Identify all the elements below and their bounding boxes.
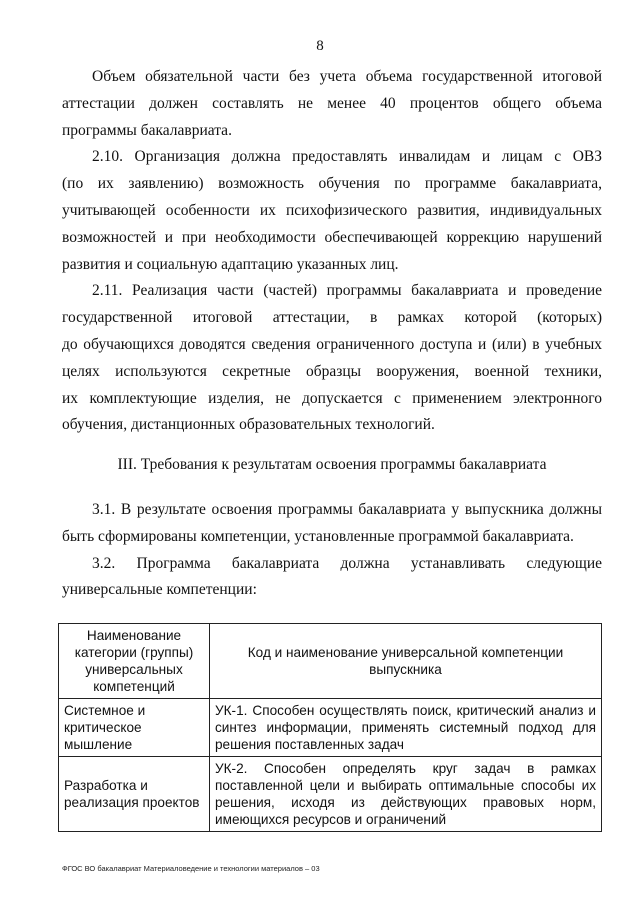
text-line: возможностей и при необходимости обеспечивающей коррекцию нарушений <box>62 228 602 246</box>
header-category: Наименование категории (группы) универсальных компетенций <box>59 624 210 699</box>
text-line: 3.1. В результате освоения программы бакалавриата у выпускника должны <box>92 501 602 518</box>
text-line: учитывающей особенности их психофизического развития, индивидуальных <box>62 201 602 219</box>
competency-cell: УК-2. Способен определять круг задач в рамках поставленной цели и выбирать оптимальные способы их решения, исходя из действующих правовых норм, имеющихся ресурсов и ограничений <box>210 757 602 832</box>
section-text <box>62 497 602 604</box>
competencies-table <box>58 623 602 832</box>
header-code: Код и наименование универсальной компетенции выпускника <box>210 624 602 699</box>
intro-text <box>62 64 602 439</box>
text-line: 3.2. Программа бакалавриата должна устанавливать следующие <box>92 554 602 572</box>
text-line: 2.11. Реализация части (частей) программы бакалавриата и проведение <box>92 282 602 300</box>
text-line: быть сформированы компетенции, установленные программой бакалавриата. <box>62 527 574 545</box>
table-header-row <box>59 624 602 699</box>
competency-cell: УК-1. Способен осуществлять поиск, критический анализ и синтез информации, применять системный подход для решения поставленных задач <box>210 699 602 757</box>
paragraph-3-1 <box>62 497 602 551</box>
text-line: программы бакалавриата. <box>62 121 232 139</box>
table-row <box>59 757 602 832</box>
text-line: Объем обязательной части без учета объема государственной итоговой <box>92 68 602 85</box>
paragraph-2-11 <box>62 278 602 439</box>
page-number: 8 <box>316 38 324 54</box>
paragraph-3-2 <box>62 551 602 605</box>
text-line: развития и социальную адаптацию указанных лиц. <box>62 255 399 273</box>
text-line: до обучающихся доводятся сведения ограниченного доступа и (или) в учебных <box>62 335 602 353</box>
table-row <box>59 699 602 757</box>
category-cell: Системное и критическое мышление <box>59 699 210 757</box>
category-cell: Разработка и реализация проектов <box>59 757 210 832</box>
text-line: их комплектующие изделия, не допускается с применением электронного <box>62 389 602 407</box>
text-line: целях используются секретные образцы вооружения, военной техники, <box>62 362 602 380</box>
text-line: (по их заявлению) возможность обучения по программе бакалавриата, <box>62 175 602 193</box>
text-line: обучения, дистанционных образовательных технологий. <box>62 416 435 434</box>
footer-note: ФГОС ВО бакалавриат Материаловедение и технологии материалов – 03 <box>62 864 320 873</box>
paragraph-volume <box>62 64 602 144</box>
section-heading: III. Требования к результатам освоения программы бакалавриата <box>117 456 547 473</box>
text-line: государственной итоговой аттестации, в рамках которой (которых) <box>62 309 602 327</box>
text-line: универсальные компетенции: <box>62 581 257 599</box>
paragraph-2-10 <box>62 144 602 278</box>
text-line: 2.10. Организация должна предоставлять инвалидам и лицам с ОВЗ <box>92 148 602 166</box>
text-line: аттестации должен составлять не менее 40 процентов общего объема <box>62 94 602 112</box>
